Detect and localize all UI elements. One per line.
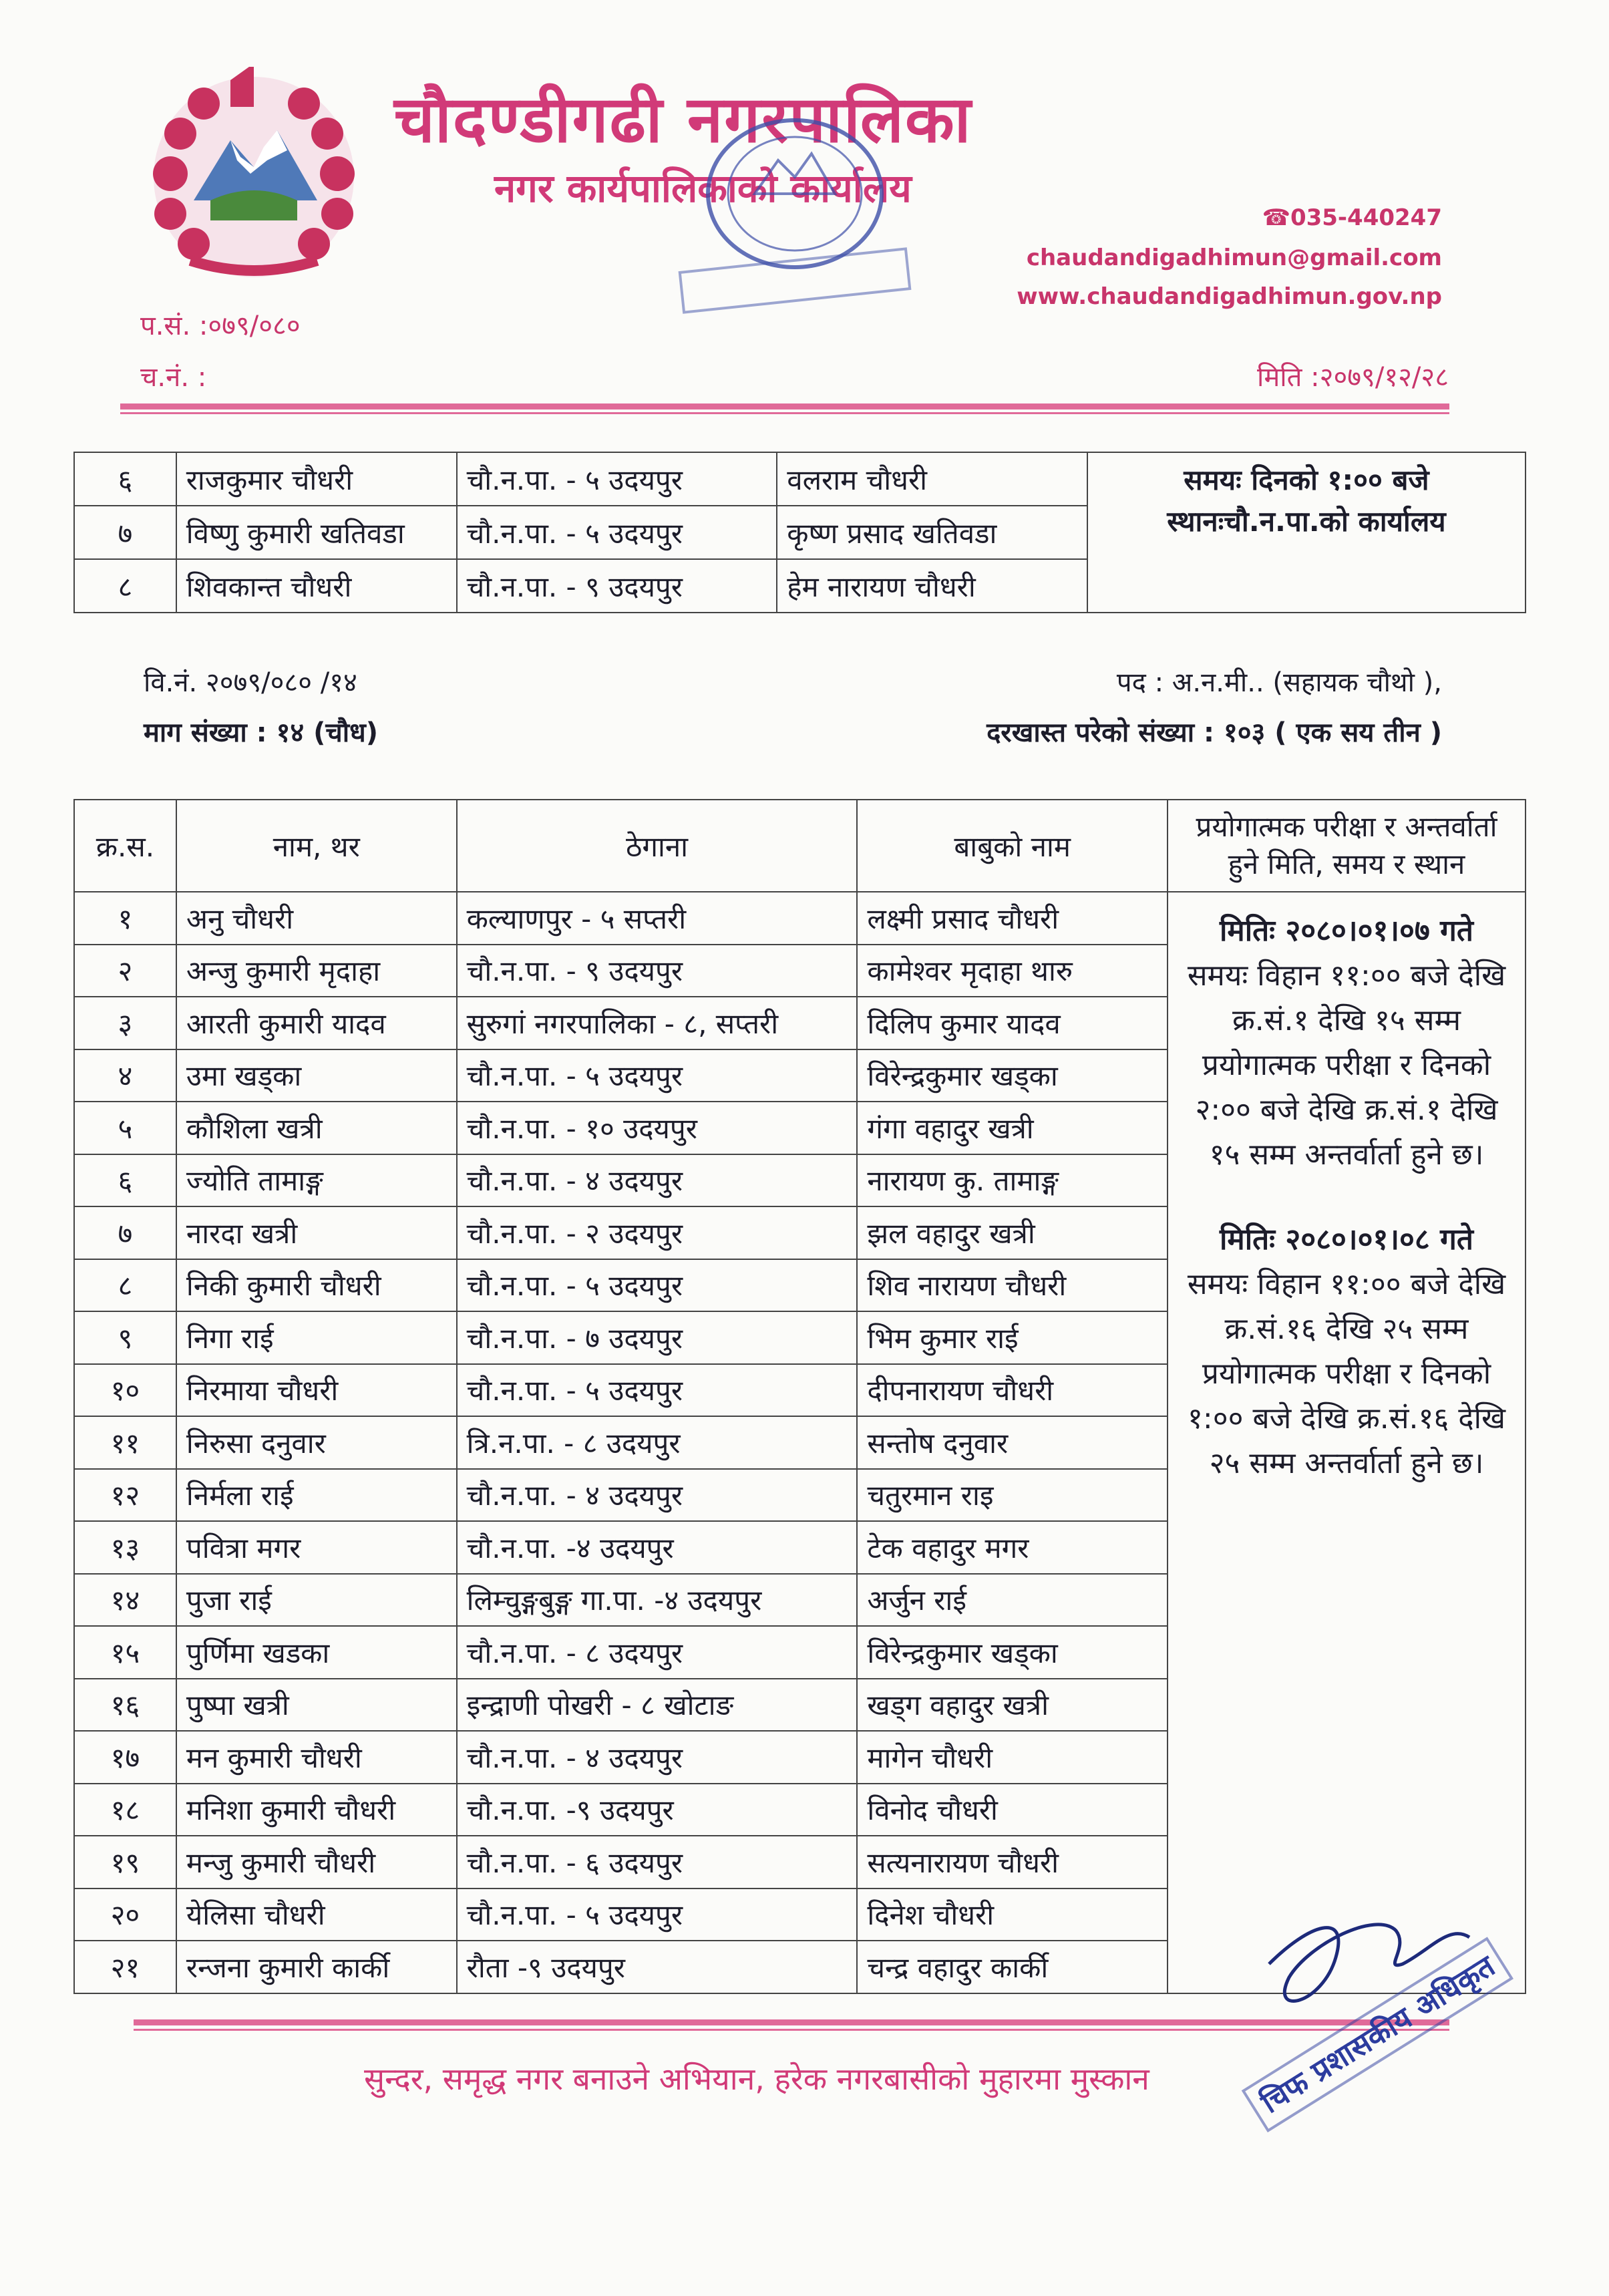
address-cell: चौ.न.पा. - ४ उदयपुर (457, 1731, 858, 1784)
serial-cell: ८ (74, 559, 176, 613)
carryover-candidate-table (73, 452, 1526, 613)
name-cell: आरती कुमारी यादव (176, 997, 457, 1049)
name-cell: मन कुमारी चौधरी (176, 1731, 457, 1784)
name-cell: मनिशा कुमारी चौधरी (176, 1784, 457, 1836)
serial-cell: १४ (74, 1574, 176, 1627)
name-cell: रन्जना कुमारी कार्की (176, 1941, 457, 1993)
serial-cell: १८ (74, 1784, 176, 1836)
address-cell: चौ.न.पा. - ५ उदयपुर (457, 452, 777, 506)
father-cell: टेक वहादुर मगर (857, 1521, 1168, 1574)
name-cell: निगा राई (176, 1311, 457, 1364)
website-link[interactable]: www.chaudandigadhimun.gov.np (1017, 283, 1442, 310)
serial-cell: ४ (74, 1049, 176, 1102)
serial-cell: १ (74, 892, 176, 945)
father-cell: गंगा वहादुर खत्री (857, 1102, 1168, 1154)
address-cell: चौ.न.पा. - ६ उदयपुर (457, 1836, 858, 1889)
schedule-line: २५ सम्म अन्तर्वार्ता हुने छ। (1209, 1446, 1484, 1480)
father-cell: हेम नारायण चौधरी (777, 559, 1087, 613)
name-cell: नारदा खत्री (176, 1206, 457, 1259)
address-cell: लिम्चुङ्गबुङ्ग गा.पा. -४ उदयपुर (457, 1574, 858, 1627)
father-cell: दिलिप कुमार यादव (857, 997, 1168, 1049)
schedule-cell (1168, 892, 1526, 1993)
name-cell: राजकुमार चौधरी (176, 452, 457, 506)
name-cell: विष्णु कुमारी खतिवडा (176, 506, 457, 559)
name-cell: निकी कुमारी चौधरी (176, 1259, 457, 1312)
schedule-line: १:०० बजे देखि क्र.सं.१६ देखि (1188, 1402, 1505, 1436)
address-cell: चौ.न.पा. -९ उदयपुर (457, 1784, 858, 1836)
name-cell: कौशिला खत्री (176, 1102, 457, 1154)
father-cell: शिव नारायण चौधरी (857, 1259, 1168, 1312)
name-cell: अनु चौधरी (176, 892, 457, 945)
email-address[interactable]: chaudandigadhimun@gmail.com (1026, 244, 1442, 271)
serial-cell: ९ (74, 1311, 176, 1364)
post-title: पद : अ.न.मी.. (सहायक चौथो ), (1116, 667, 1442, 698)
column-header: ठेगाना (457, 800, 858, 892)
address-cell: चौ.न.पा. - ५ उदयपुर (457, 1259, 858, 1312)
address-cell: चौ.न.पा. - ७ उदयपुर (457, 1311, 858, 1364)
serial-cell: १२ (74, 1469, 176, 1522)
name-cell: शिवकान्त चौधरी (176, 559, 457, 613)
address-cell: चौ.न.पा. - ४ उदयपुर (457, 1469, 858, 1522)
name-cell: निरुसा दनुवार (176, 1416, 457, 1469)
serial-cell: १३ (74, 1521, 176, 1574)
name-cell: पुर्णिमा खडका (176, 1626, 457, 1679)
serial-cell: ८ (74, 1259, 176, 1312)
column-header: बाबुको नाम (857, 800, 1168, 892)
table-row (74, 452, 1526, 506)
serial-cell: १० (74, 1364, 176, 1417)
signature-stamp-text: चिफ प्रशासकीय अधिकृत (1255, 1949, 1501, 2120)
father-cell: दिनेश चौधरी (857, 1889, 1168, 1941)
footer-slogan: सुन्दर, समृद्ध नगर बनाउने अभियान, हरेक नगरबासीको मुहारमा मुस्कान (364, 2061, 1149, 2097)
address-cell: चौ.न.पा. - ५ उदयपुर (457, 506, 777, 559)
office-stamp (668, 114, 922, 334)
address-cell: चौ.न.पा. - ९ उदयपुर (457, 945, 858, 997)
father-cell: भिम कुमार राई (857, 1311, 1168, 1364)
reference-number: प.सं. :०७९/०८० (140, 311, 301, 341)
name-cell: अन्जु कुमारी मृदाहा (176, 945, 457, 997)
place-text: स्थानःचौ.न.पा.को कार्यालय (1167, 505, 1446, 538)
serial-cell: २१ (74, 1941, 176, 1993)
column-header: प्रयोगात्मक परीक्षा र अन्तर्वार्ता हुने मिति, समय र स्थान (1168, 800, 1526, 892)
father-cell: लक्ष्मी प्रसाद चौधरी (857, 892, 1168, 945)
address-cell: सुरुगां नगरपालिका - ८, सप्तरी (457, 997, 858, 1049)
father-cell: अर्जुन राई (857, 1574, 1168, 1627)
dispatch-number: च.नं. : (140, 362, 207, 393)
serial-cell: ५ (74, 1102, 176, 1154)
application-count: दरखास्त परेको संख्या : १०३ ( एक सय तीन ) (987, 717, 1442, 748)
address-cell: चौ.न.पा. - ८ उदयपुर (457, 1626, 858, 1679)
schedule-cell (1087, 452, 1526, 613)
schedule-line: १५ सम्म अन्तर्वार्ता हुने छ। (1209, 1138, 1484, 1172)
name-cell: पुष्पा खत्री (176, 1679, 457, 1732)
father-cell: विरेन्द्रकुमार खड्का (857, 1626, 1168, 1679)
address-cell: कल्याणपुर - ५ सप्तरी (457, 892, 858, 945)
column-header: नाम, थर (176, 800, 457, 892)
schedule-line: २:०० बजे देखि क्र.सं.१ देखि (1195, 1093, 1498, 1127)
name-cell: मन्जु कुमारी चौधरी (176, 1836, 457, 1889)
phone-number: ☎035-440247 (1262, 204, 1442, 231)
address-cell: चौ.न.पा. - १० उदयपुर (457, 1102, 858, 1154)
father-cell: झल वहादुर खत्री (857, 1206, 1168, 1259)
name-cell: निरमाया चौधरी (176, 1364, 457, 1417)
municipality-title: चौदण्डीगढी नगरपालिका (394, 82, 972, 157)
table-row (74, 892, 1526, 945)
name-cell: पुजा राई (176, 1574, 457, 1627)
father-cell: चतुरमान राइ (857, 1469, 1168, 1522)
father-cell: सन्तोष दनुवार (857, 1416, 1168, 1469)
address-cell: चौ.न.पा. - २ उदयपुर (457, 1206, 858, 1259)
office-subtitle: नगर कार्यपालिकाको कार्यालय (494, 166, 912, 211)
schedule-line: प्रयोगात्मक परीक्षा र दिनको (1202, 1357, 1491, 1391)
candidate-table (73, 799, 1526, 1994)
address-cell: त्रि.न.पा. - ८ उदयपुर (457, 1416, 858, 1469)
advertisement-number: वि.नं. २०७९/०८० /१४ (144, 667, 357, 698)
serial-cell: ६ (74, 1154, 176, 1207)
serial-cell: ११ (74, 1416, 176, 1469)
address-cell: चौ.न.पा. - ५ उदयपुर (457, 1049, 858, 1102)
nepal-emblem-icon (130, 67, 377, 287)
address-cell: इन्द्राणी पोखरी - ८ खोटाङ (457, 1679, 858, 1732)
address-cell: चौ.न.पा. - ५ उदयपुर (457, 1889, 858, 1941)
header-divider (120, 403, 1449, 409)
schedule-date: मितिः २०८०।०१।०७ गते (1220, 914, 1473, 948)
father-cell: सत्यनारायण चौधरी (857, 1836, 1168, 1889)
serial-cell: १९ (74, 1836, 176, 1889)
schedule-line: समयः विहान ११:०० बजे देखि (1187, 1267, 1506, 1301)
father-cell: विनोद चौधरी (857, 1784, 1168, 1836)
schedule-line: क्र.सं.१६ देखि २५ सम्म (1224, 1312, 1469, 1346)
father-cell: मागेन चौधरी (857, 1731, 1168, 1784)
name-cell: निर्मला राई (176, 1469, 457, 1522)
name-cell: उमा खड्का (176, 1049, 457, 1102)
serial-cell: १५ (74, 1626, 176, 1679)
address-cell: चौ.न.पा. -४ उदयपुर (457, 1521, 858, 1574)
father-cell: चन्द्र वहादुर कार्की (857, 1941, 1168, 1993)
father-cell: कृष्ण प्रसाद खतिवडा (777, 506, 1087, 559)
address-cell: चौ.न.पा. - ९ उदयपुर (457, 559, 777, 613)
schedule-line: क्र.सं.१ देखि १५ सम्म (1232, 1003, 1461, 1037)
name-cell: पवित्रा मगर (176, 1521, 457, 1574)
time-text: समयः दिनको १:०० बजे (1184, 464, 1429, 496)
father-cell: नारायण कु. तामाङ्ग (857, 1154, 1168, 1207)
name-cell: ज्योति तामाङ्ग (176, 1154, 457, 1207)
header-divider-thin (120, 412, 1449, 414)
address-cell: चौ.न.पा. - ५ उदयपुर (457, 1364, 858, 1417)
serial-cell: २० (74, 1889, 176, 1941)
serial-cell: ७ (74, 506, 176, 559)
father-cell: विरेन्द्रकुमार खड्का (857, 1049, 1168, 1102)
schedule-line: समयः विहान ११:०० बजे देखि (1187, 959, 1506, 993)
serial-cell: २ (74, 945, 176, 997)
serial-cell: ३ (74, 997, 176, 1049)
serial-cell: ६ (74, 452, 176, 506)
father-cell: दीपनारायण चौधरी (857, 1364, 1168, 1417)
table-header-row (74, 800, 1526, 892)
father-cell: कामेश्वर मृदाहा थारु (857, 945, 1168, 997)
serial-cell: ७ (74, 1206, 176, 1259)
father-cell: खड्ग वहादुर खत्री (857, 1679, 1168, 1732)
demand-count: माग संख्या : १४ (चौध) (144, 717, 379, 748)
schedule-date: मितिः २०८०।०१।०८ गते (1220, 1222, 1473, 1257)
father-cell: वलराम चौधरी (777, 452, 1087, 506)
address-cell: रौता -९ उदयपुर (457, 1941, 858, 1993)
letter-date: मिति :२०७९/१२/२८ (1257, 362, 1449, 393)
signature-stamp (1229, 1884, 1530, 2164)
name-cell: येलिसा चौधरी (176, 1889, 457, 1941)
serial-cell: १७ (74, 1731, 176, 1784)
address-cell: चौ.न.पा. - ४ उदयपुर (457, 1154, 858, 1207)
schedule-line: प्रयोगात्मक परीक्षा र दिनको (1202, 1048, 1491, 1082)
serial-cell: १६ (74, 1679, 176, 1732)
column-header: क्र.स. (74, 800, 176, 892)
